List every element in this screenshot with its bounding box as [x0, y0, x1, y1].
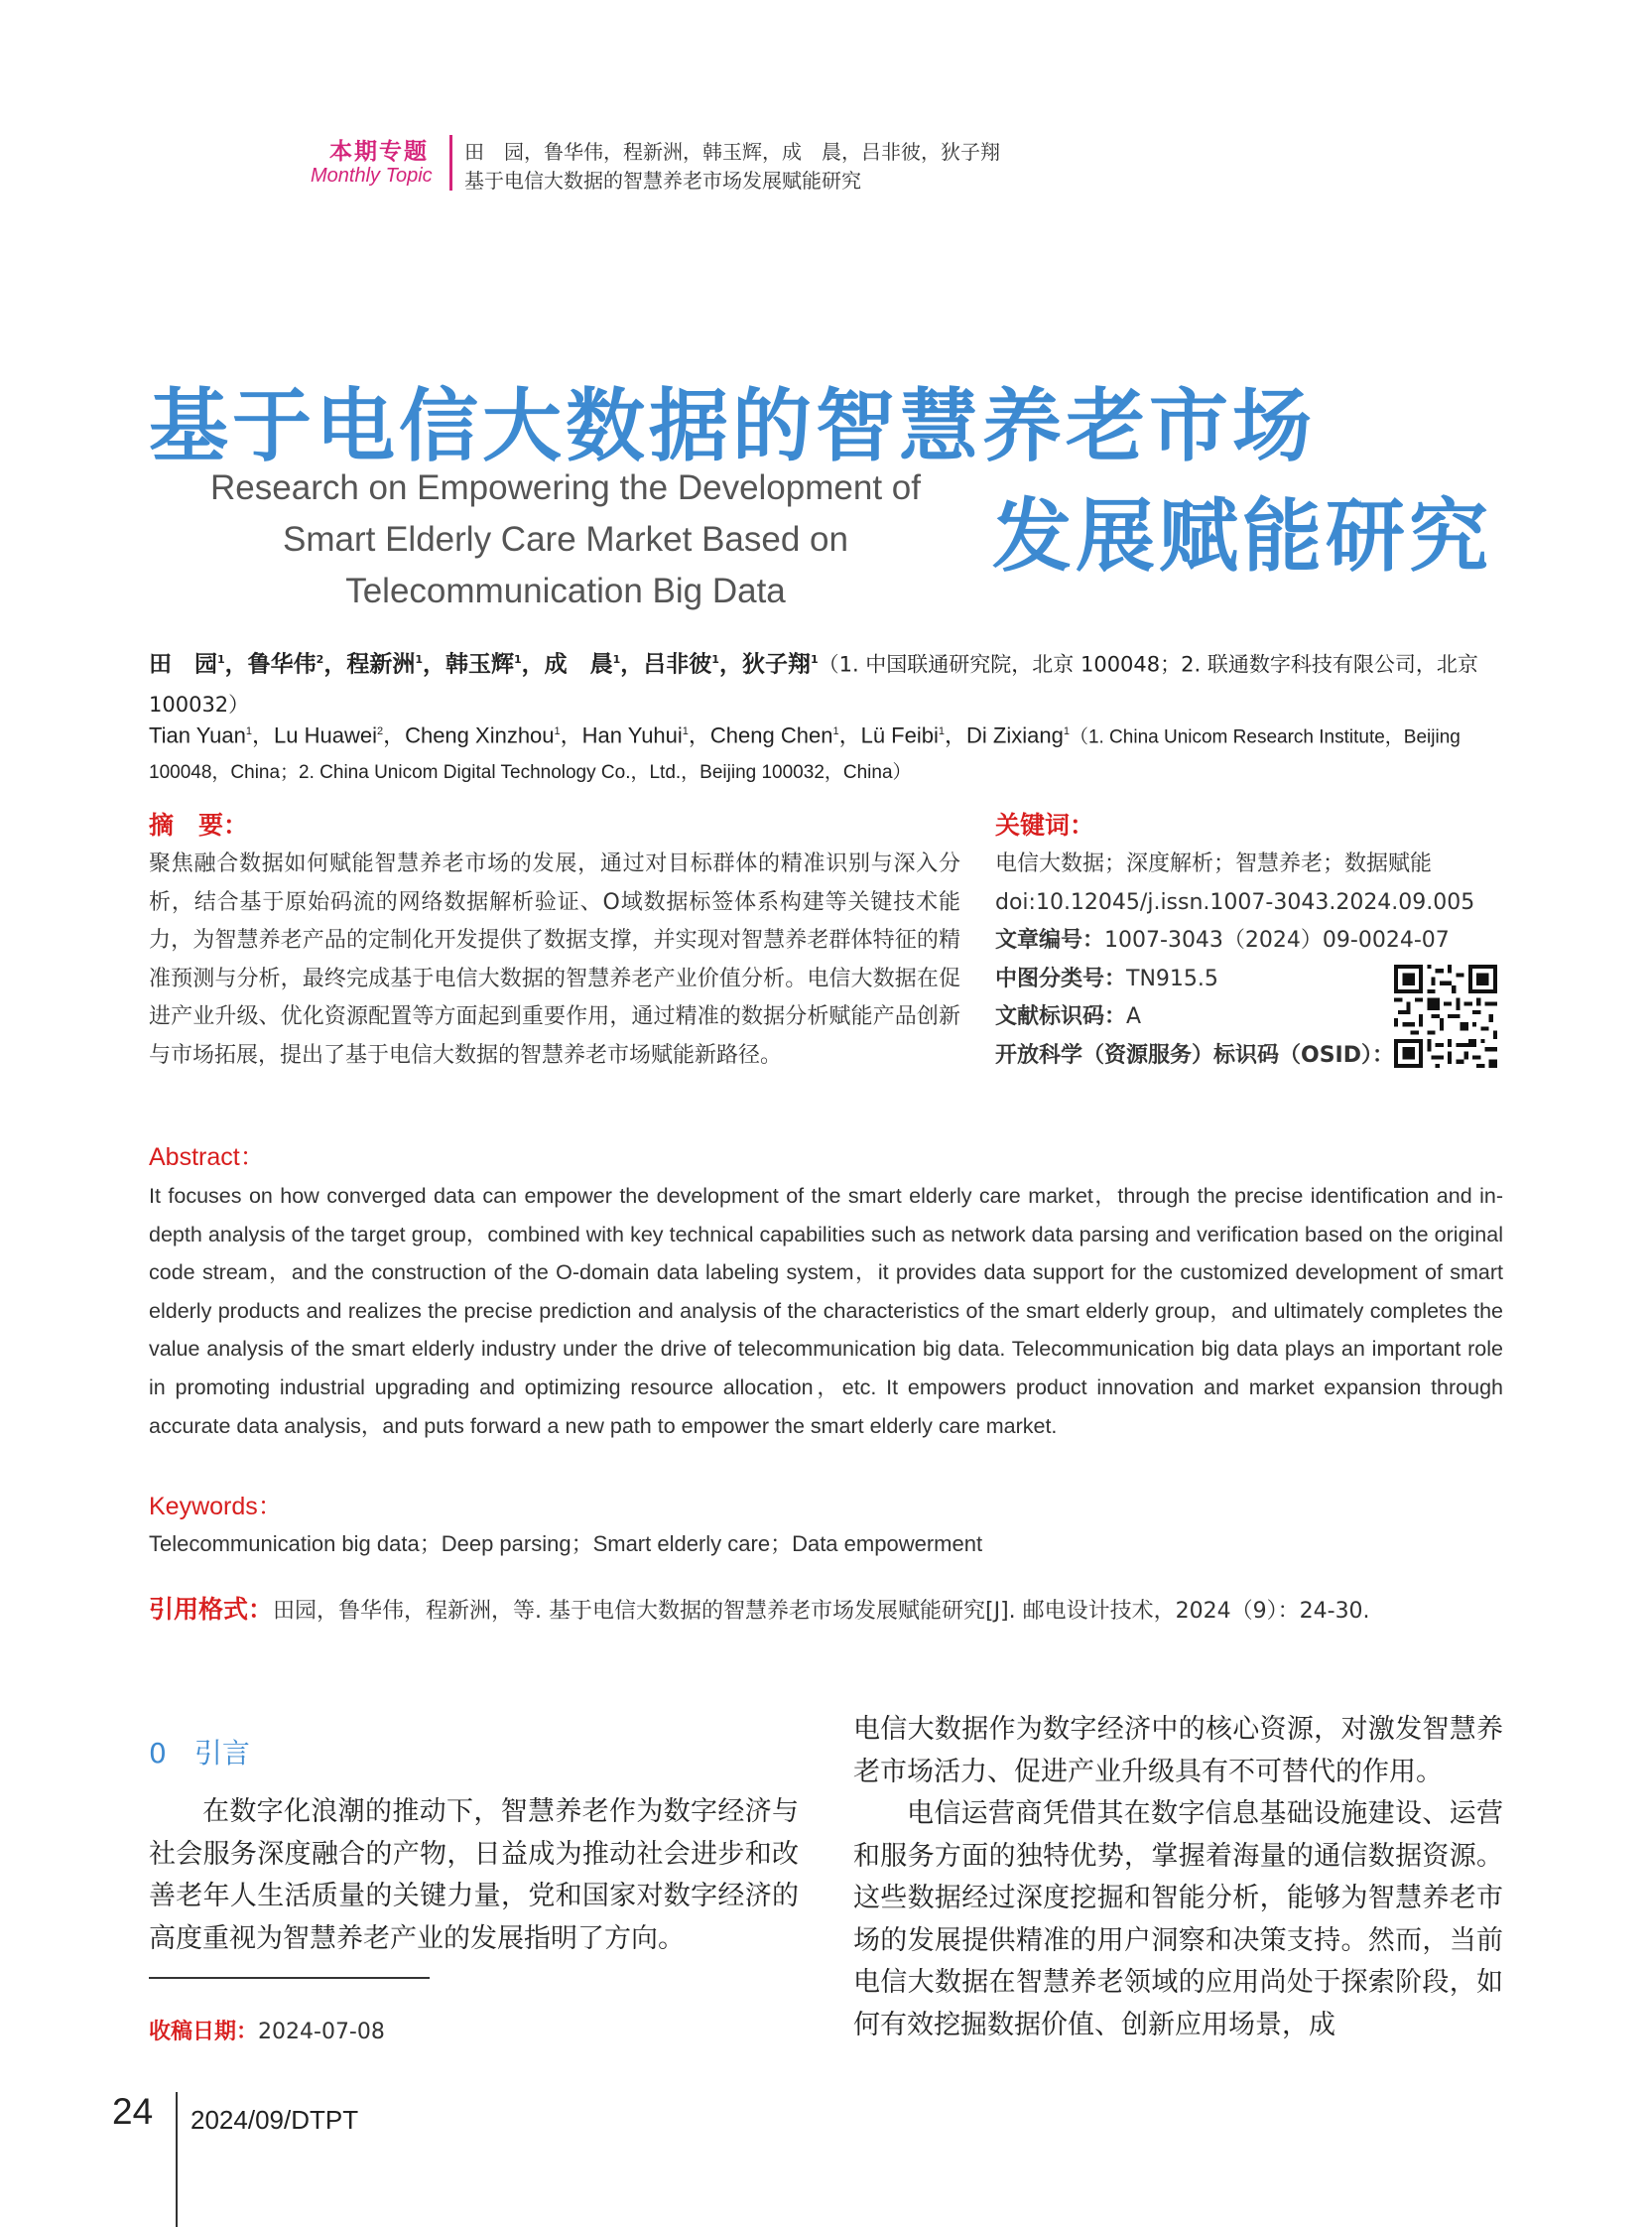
title-en-line3: Telecommunication Big Data [345, 572, 786, 610]
abstract-cn-label: 摘 要： [149, 811, 249, 840]
qr-code-icon[interactable] [1394, 965, 1497, 1068]
abstract-en-text: It focuses on how converged data can empower the development of the smart elderly care market，through the precise identification and in-depth analysis of the target group，combined with key technical capabilities such as network data parsing and verification based on the original code stream，and the construction of the O-domain data labeling system，it provides data support for the customized development of smart elderly products and realizes the precise prediction and analysis of the characteristics of the smart elderly group，and ultimately completes the value analysis of the smart elderly industry under the drive of telecommunication big data. Telecommunication big data plays an important role in promoting industrial upgrading and optimizing resource allocation，etc. It empowers product innovation and market expansion through accurate data analysis，and puts forward a new path to empower the smart elderly care market. [149, 1184, 1503, 1438]
title-en-line2: Smart Elderly Care Market Based on [283, 520, 848, 559]
title-cn-line2: 发展赋能研究 [992, 490, 1492, 583]
doi: doi:10.12045/j.issn.1007-3043.2024.09.005 [995, 889, 1475, 915]
article-number: 文章编号：1007-3043（2024）09-0024-07 [995, 928, 1450, 953]
affiliation-en: （1. China Unicom Research Institute，Beijing 100048，China；2. China Unicom Digital Technology Co.，Ltd.，Beijing 100032，China） [149, 726, 1461, 784]
keywords-cn-label: 关键词： [995, 811, 1095, 840]
footer-divider [176, 2092, 178, 2227]
affiliation-cn: （1. 中国联通研究院，北京 100048；2. 联通数字科技有限公司，北京 100032） [149, 652, 1478, 717]
journal-issue: 2024/09/DTPT [191, 2105, 359, 2135]
running-head-title: 基于电信大数据的智慧养老市场发展赋能研究 [464, 169, 861, 193]
topic-label-cn: 本期专题 [329, 139, 429, 165]
abstract-en-label: Abstract： [149, 1143, 265, 1171]
osid-label: 开放科学（资源服务）标识码（OSID）： [995, 1042, 1394, 1068]
running-head-authors: 田 园，鲁华伟，程新洲，韩玉辉，成 晨，吕非彼，狄子翔 [464, 140, 1000, 164]
citation-text: 田园，鲁华伟，程新洲，等. 基于电信大数据的智慧养老市场发展赋能研究[J]. 邮电设计技术，2024（9）：24-30. [273, 1599, 1370, 1624]
header-divider [449, 135, 452, 191]
body-paragraph: 电信运营商凭借其在数字信息基础设施建设、运营和服务方面的独特优势，掌握着海量的通信数据资源。这些数据经过深度挖掘和智能分析，能够为智慧养老市场的发展提供精准的用户洞察和决策支持。然而，当前电信大数据在智慧养老领域的应用尚处于探索阶段，如何有效挖掘数据价值、创新应用场景，成 [853, 1798, 1503, 2040]
page-number: 24 [112, 2091, 154, 2132]
keywords-en-text: Telecommunication big data；Deep parsing；Smart elderly care；Data empowerment [149, 1531, 983, 1556]
title-cn-line1: 基于电信大数据的智慧养老市场 [149, 380, 1316, 472]
citation-label: 引用格式： [149, 1595, 274, 1624]
topic-label-en: Monthly Topic [311, 165, 433, 187]
clc-number: 中图分类号：TN915.5 [995, 966, 1218, 991]
keywords-en-label: Keywords： [149, 1493, 283, 1520]
section-title: 0 引言 [149, 1737, 250, 1769]
body-paragraph: 在数字化浪潮的推动下，智慧养老作为数字经济与社会服务深度融合的产物，日益成为推动社会进步和改善老年人生活质量的关键力量，党和国家对数字经济的高度重视为智慧养老产业的发展指明了方向。 [149, 1796, 799, 1954]
document-code: 文献标识码：A [995, 1004, 1142, 1029]
footnote-divider [149, 1977, 430, 1979]
keywords-cn: 电信大数据；深度解析；智慧养老；数据赋能 [995, 852, 1433, 876]
citation [149, 1590, 1503, 1626]
received-date: 收稿日期：2024-07-08 [149, 2020, 385, 2044]
title-en-line1: Research on Empowering the Development of [210, 468, 921, 507]
abstract-cn-text: 聚焦融合数据如何赋能智慧养老市场的发展，通过对目标群体的精准识别与深入分析，结合基于原始码流的网络数据解析验证、O域数据标签体系构建等关键技术能力，为智慧养老产品的定制化开发提供了数据支撑，并实现对智慧养老群体特征的精准预测与分析，最终完成基于电信大数据的智慧养老产业价值分析。电信大数据在促进产业升级、优化资源配置等方面起到重要作用，通过精准的数据分析赋能产品创新与市场拓展，提出了基于电信大数据的智慧养老市场赋能新路径。 [149, 852, 960, 1068]
authors-en: Tian Yuan$^1$，Lu Huawei$^2$，Cheng Xinzhou$^1$，Han Yuhui$^1$，Cheng Chen$^1$，Lü Feibi$^1$，Di Zixiang$^1$（1. China Unicom Research Institute，Beijing 100048，China；2. China Unicom Digital Technology Co.，Ltd.，Beijing 100032，China） [149, 722, 1461, 784]
body-column-left [149, 1791, 799, 1960]
body-paragraph: 电信大数据作为数字经济中的核心资源，对激发智慧养老市场活力、促进产业升级具有不可替代的作用。 [853, 1714, 1503, 1787]
body-column-right [853, 1709, 1503, 2046]
authors-cn: 田 园$^1$，鲁华伟$^2$，程新洲$^1$，韩玉辉$^1$，成 晨$^1$，吕非彼$^1$，狄子翔$^1$（1. 中国联通研究院，北京 100048；2. 联通数字科技有限公司，北京 100032） [149, 651, 1478, 717]
title-en [159, 462, 972, 617]
